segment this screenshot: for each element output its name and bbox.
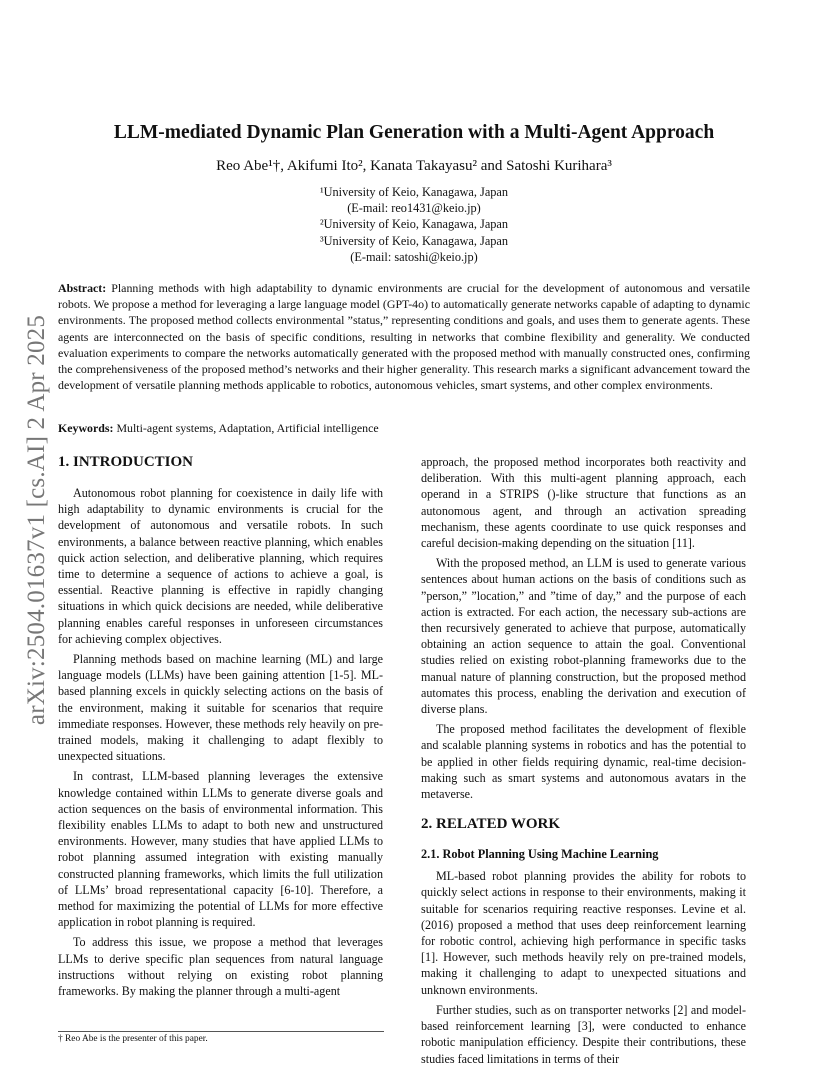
footnote: † Reo Abe is the presenter of this paper. [58,1034,208,1044]
paragraph: Autonomous robot planning for coexistence in daily life with high adaptability to dynamic environments is crucial for the development of autonomous and versatile robots. In such environments, a balance between reactive planning, which enables quick action selection, and deliberative planning, which requires time to determine a sequence of actions to achieve a goal, is essential. Reactive planning is effective in rapidly changing situations in which quick decisions are needed, while deliberative planning enables careful responses in unforeseen circumstances for achieving complex objectives. [58,486,383,646]
abstract-label: Abstract: [58,281,107,295]
paragraph: In contrast, LLM-based planning leverages the extensive knowledge contained within LLMs to generate diverse goals and action sequences on the basis of environmental information. This flexibility enables LLMs to adapt to both new and unstructured environments. However, many studies that have applied LLMs to robot planning assumed integration with existing manually constructed planning frameworks, which limits the full utilization of LLMs’ broad representational capacity [6-10]. Therefore, a method for maximizing the potential of LLMs for more effective application in robot planning is required. [58,769,383,930]
affiliation-email: (E-mail: satoshi@keio.jp) [350,249,478,264]
abstract-text: Planning methods with high adaptability to dynamic environments are crucial for the development of autonomous and versatile robots. We propose a method for leveraging a large language model (GPT-4o) to automatically generate networks capable of adapting to dynamic environments. The proposed method collects environmental ”status,” representing conditions and goals, and uses them to generate agents. These agents are interconnected on the basis of specific conditions, resulting in networks that combine flexibility and generality. We conducted evaluation experiments to compare the networks automatically generated with the proposed method with manually constructed ones, confirming the comprehensiveness of the proposed method’s networks and their higher generality. This research marks a significant advancement toward the development of versatile planning methods applicable to robotics, autonomous vehicles, smart systems, and other complex environments. [58,281,750,393]
affiliation-email: (E-mail: reo1431@keio.jp) [347,201,481,216]
keywords [58,421,750,436]
keywords-label: Keywords: [58,421,114,435]
affiliation-line: ¹University of Keio, Kanagawa, Japan [319,185,509,199]
author-list: Reo Abe¹†, Akifumi Ito², Kanata Takayasu² and Satoshi Kurihara³ [216,158,612,174]
section-heading-related-work: 2. RELATED WORK [421,816,561,833]
right-column [421,454,746,1071]
paragraph: approach, the proposed method incorporates both reactivity and deliberation. With this multi-agent planning approach, each operand in a STRIPS ()-like structure that functions as an autonomous agent, and through an activation spreading mechanism, these agents coordinate to use quick responses and careful decision-making depending on the situation [11]. [421,455,746,551]
footnote-divider [58,1031,384,1032]
affiliation-line: ³University of Keio, Kanagawa, Japan [319,233,509,248]
arxiv-identifier [16,300,58,740]
paragraph: Planning methods based on machine learning (ML) and large language models (LLMs) have been gaining attention [1-5]. ML-based planning excels in quickly selecting actions on the basis of the environment, making it suitable for scenarios that require immediate responses. However, these methods rely heavily on pre-trained models, making it challenging to adapt flexibly to unexpected situations. [58,652,383,764]
arxiv-identifier-text: arXiv:2504.01637v1 [cs.AI] 2 Apr 2025 [23,314,50,726]
paragraph: Further studies, such as on transporter networks [2] and model-based reinforcement learning [3], were conducted to enhance robotic manipulation efficiency. Despite their contributions, these studies faced limitations in terms of their [421,1002,746,1066]
left-column [58,454,383,1003]
paragraph: The proposed method facilitates the development of flexible and scalable planning systems in robotics and has the potential to be applied in other fields requiring dynamic, real-time decision-making such as smart systems and autonomous avatars in the metaverse. [421,722,746,802]
section-heading-introduction: 1. INTRODUCTION [58,454,194,470]
affiliations [60,184,768,265]
paragraph: To address this issue, we propose a method that leverages LLMs to derive specific plan sequences from natural language instructions without relying on existing robot planning frameworks. By making the planner through a multi-agent [58,935,383,999]
paper-title: LLM-mediated Dynamic Plan Generation with a Multi-Agent Approach [113,122,715,143]
keywords-text: Multi-agent systems, Adaptation, Artificial intelligence [116,421,379,435]
affiliation-line: ²University of Keio, Kanagawa, Japan [319,217,509,232]
abstract [58,280,750,393]
paragraph: With the proposed method, an LLM is used to generate various sentences about human actions on the basis of conditions such as ”person,” ”location,” and ”time of day,” and the purpose of each action is extracted. For each action, the necessary sub-actions are then recursively generated to achieve that purpose, automatically obtaining an action sequence to attain the goal. Conventional studies relied on existing robot-planning frameworks due to the manual nature of planning construction, but the proposed method automates this process, enabling the derivation and execution of diverse plans. [421,556,746,717]
paragraph: ML-based robot planning provides the ability for robots to quickly select actions in response to their environments, making it suitable for scenarios requiring reactive responses. Levine et al. (2016) proposed a method that uses deep reinforcement learning for robotic control, achieving high performance in specific tasks [1]. However, such methods heavily rely on pre-trained models, making it challenging to adapt to unexpected situations and unknown environments. [421,869,746,997]
subsection-heading: 2.1. Robot Planning Using Machine Learning [421,847,659,862]
